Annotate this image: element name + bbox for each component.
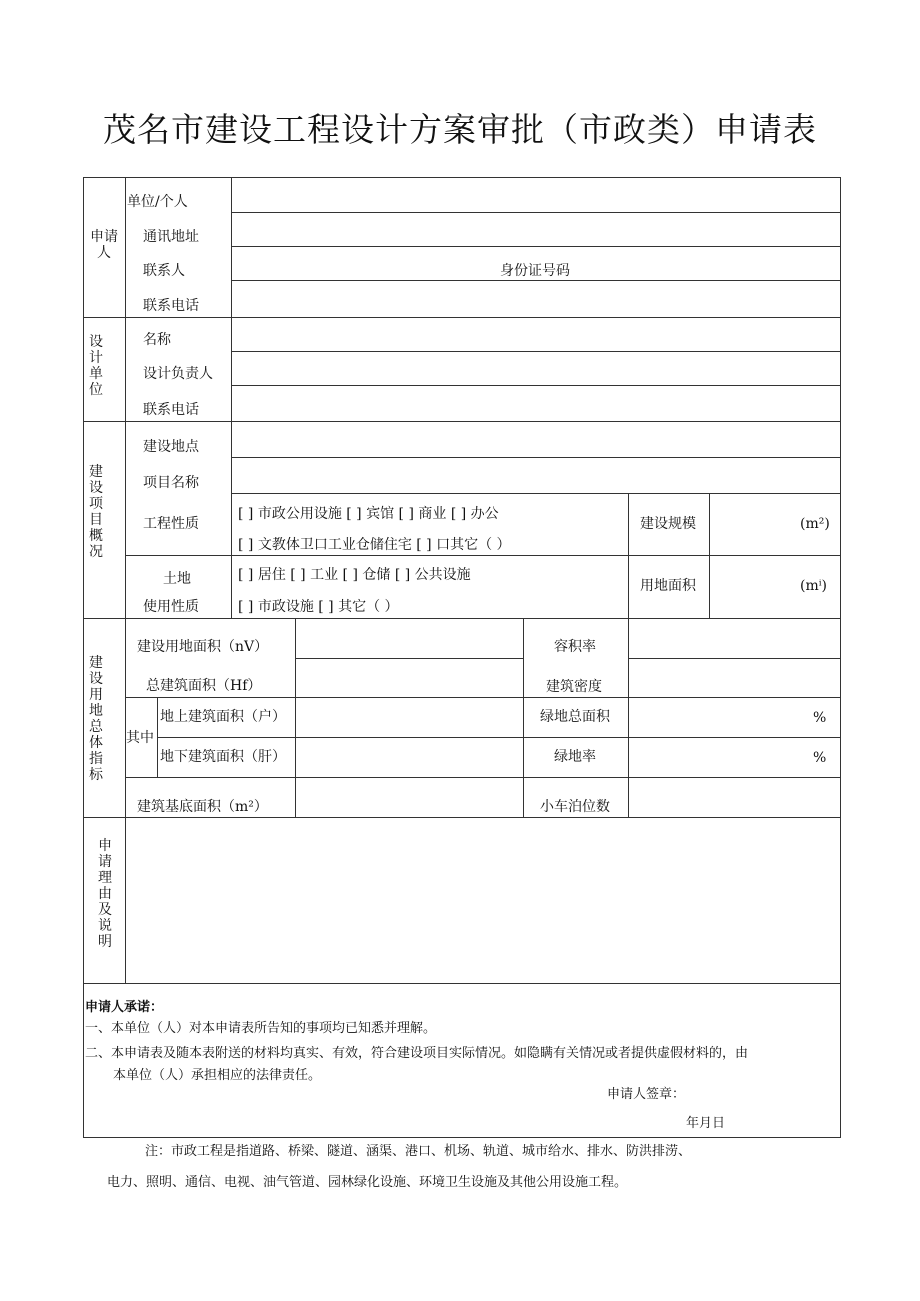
commitment-item-1: 一、本单位（人）对本申请表所告知的事项均已知悉并理解。 xyxy=(85,1021,437,1036)
building-density-label: 建筑密度 xyxy=(546,679,602,695)
plot-ratio-label: 容积率 xyxy=(554,639,596,655)
applicant-phone-label: 联系电话 xyxy=(143,298,199,314)
section-label-design-unit: 设计单位 xyxy=(89,334,103,398)
land-area-label: 用地面积 xyxy=(640,578,696,594)
base-area-label: 建筑基底面积（m²） xyxy=(137,799,268,815)
divider xyxy=(125,697,841,698)
parking-label: 小车泊位数 xyxy=(540,799,610,815)
percent-unit-2: % xyxy=(813,750,827,766)
footnote-line-2: 电力、照明、通信、电视、油气管道、园林绿化设施、环境卫生设施及其他公用设施工程。 xyxy=(107,1175,628,1190)
divider xyxy=(523,618,524,817)
divider xyxy=(231,177,232,618)
design-name-label: 名称 xyxy=(143,332,171,348)
commitment-item-2a: 二、本申请表及随本表附送的材料均真实、有效，符合建设项目实际情况。如隐瞒有关情况或者提供虚假材料的，由 xyxy=(85,1046,749,1061)
divider xyxy=(125,555,841,556)
nature-options-line1: [ ] 市政公用设施 [ ] 宾馆 [ ] 商业 [ ] 办公 xyxy=(238,506,499,522)
section-label-project: 建设项目概况 xyxy=(89,464,103,560)
divider xyxy=(83,983,841,984)
location-label: 建设地点 xyxy=(143,439,199,455)
divider xyxy=(295,658,523,659)
commitment-item-2b: 本单位（人）承担相应的法律责任。 xyxy=(113,1068,322,1083)
divider xyxy=(83,317,841,318)
address-label: 通讯地址 xyxy=(143,229,199,245)
nature-options-line2: [ ] 文教体卫口工业仓储住宅 [ ] 口其它（ ） xyxy=(238,537,511,553)
divider xyxy=(628,618,629,817)
page-title: 茂名市建设工程设计方案审批（市政类）申请表 xyxy=(103,110,817,149)
unit-person-label: 单位/个人 xyxy=(127,194,188,210)
contact-label: 联系人 xyxy=(143,263,185,279)
divider xyxy=(231,493,841,494)
signature-label: 申请人签章： xyxy=(607,1087,686,1102)
land-use-label-1: 土地 xyxy=(163,571,191,587)
land-use-label-2: 使用性质 xyxy=(143,599,199,615)
total-floor-area-label: 总建筑面积（Hf） xyxy=(146,678,262,694)
land-options-line1: [ ] 居住 [ ] 工业 [ ] 仓储 [ ] 公共设施 xyxy=(238,567,471,583)
divider xyxy=(231,212,841,213)
divider xyxy=(231,385,841,386)
divider xyxy=(295,618,296,817)
divider xyxy=(125,177,126,983)
section-label-indicators: 建设用地总体指标 xyxy=(89,655,103,783)
divider xyxy=(125,777,841,778)
divider xyxy=(709,493,710,618)
divider xyxy=(628,493,629,618)
scale-label: 建设规模 xyxy=(640,516,696,532)
site-area-label: 建设用地面积（nV） xyxy=(137,639,269,655)
divider xyxy=(157,737,841,738)
green-rate-label: 绿地率 xyxy=(554,749,596,765)
footnote-line-1: 注：市政工程是指道路、桥梁、隧道、涵渠、港口、机场、轨道、城市给水、排水、防洪排涝、 xyxy=(145,1144,692,1159)
commitment-heading: 申请人承诺： xyxy=(85,1000,164,1015)
design-leader-label: 设计负责人 xyxy=(143,366,213,382)
divider xyxy=(157,697,158,777)
green-area-label: 绿地总面积 xyxy=(540,709,610,725)
divider xyxy=(231,351,841,352)
section-label-applicant: 申请人 xyxy=(90,229,118,261)
section-label-reason: 申请理由及说明 xyxy=(98,838,112,950)
below-ground-label: 地下建筑面积（肝） xyxy=(160,749,286,765)
date-label: 年月日 xyxy=(686,1116,726,1131)
nature-label: 工程性质 xyxy=(143,516,199,532)
divider xyxy=(83,817,841,818)
divider xyxy=(231,246,841,247)
scale-unit: (m²) xyxy=(800,516,830,532)
design-phone-label: 联系电话 xyxy=(143,402,199,418)
percent-unit-1: % xyxy=(813,710,827,726)
divider xyxy=(231,280,841,281)
divider xyxy=(83,421,841,422)
divider xyxy=(83,618,841,619)
of-which-label: 其中 xyxy=(126,730,154,746)
land-options-line2: [ ] 市政设施 [ ] 其它（ ） xyxy=(238,599,399,615)
project-name-label: 项目名称 xyxy=(143,475,199,491)
above-ground-label: 地上建筑面积（户） xyxy=(160,709,286,725)
divider xyxy=(628,658,841,659)
id-number-label: 身份证号码 xyxy=(500,263,570,279)
land-area-unit: (mⁱ) xyxy=(800,578,828,594)
divider xyxy=(231,457,841,458)
